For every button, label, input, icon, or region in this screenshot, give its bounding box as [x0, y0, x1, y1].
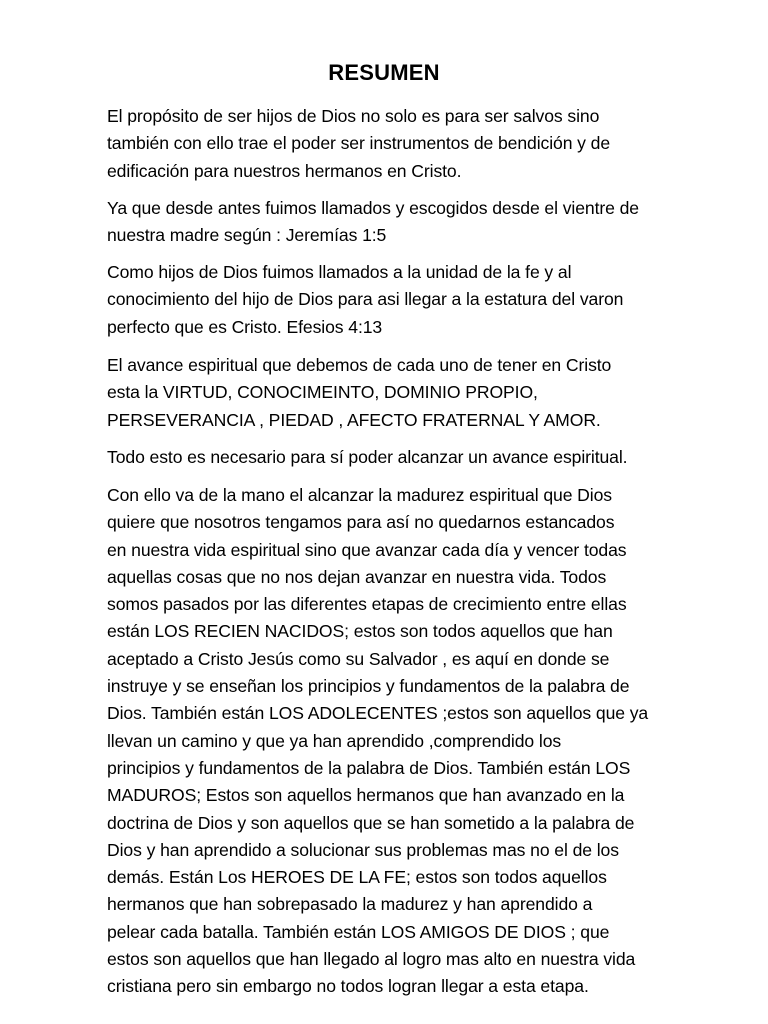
text-line: llevan un camino y que ya han aprendido ,comprendido los	[107, 730, 562, 751]
paragraph-avance-espiritual	[107, 352, 611, 434]
text-line: instruye y se enseñan los principios y fundamentos de la palabra de	[107, 676, 630, 697]
text-line: hermanos que han sobrepasado la madurez y han aprendido a	[107, 894, 593, 915]
text-line: esta la VIRTUD, CONOCIMEINTO, DOMINIO PROPIO,	[107, 382, 538, 403]
text-line: Todo esto es necesario para sí poder alcanzar un avance espiritual.	[107, 447, 628, 467]
text-line: aceptado a Cristo Jesús como su Salvador , es aquí en donde se	[107, 648, 610, 669]
paragraph-unidad-fe	[107, 259, 623, 341]
text-line: cristiana pero sin embargo no todos logran llegar a esta etapa.	[107, 976, 589, 997]
text-line: Dios. También están LOS ADOLECENTES ;estos son aquellos que ya	[107, 703, 649, 724]
text-line: están LOS RECIEN NACIDOS; estos son todos aquellos que han	[107, 621, 613, 642]
text-line: Dios y han aprendido a solucionar sus problemas mas no el de los	[107, 839, 619, 860]
text-line: en nuestra vida espiritual sino que avanzar cada día y vencer todas	[107, 539, 627, 560]
text-line: pelear cada batalla. También están LOS AMIGOS DE DIOS ; que	[107, 921, 610, 942]
text-line: Ya que desde antes fuimos llamados y escogidos desde el vientre de	[107, 198, 639, 218]
paragraph-necesario	[107, 444, 627, 471]
text-line: demás. Están Los HEROES DE LA FE; estos son todos aquellos	[107, 867, 607, 888]
text-line: edificación para nuestros hermanos en Cristo.	[107, 160, 462, 181]
text-line: quiere que nosotros tengamos para así no quedarnos estancados	[107, 512, 615, 533]
page-title: RESUMEN	[328, 60, 440, 85]
text-line: nuestra madre según : Jeremías 1:5	[107, 225, 387, 246]
text-line: estos son aquellos que han llegado al logro mas alto en nuestra vida	[107, 949, 636, 970]
text-line: El propósito de ser hijos de Dios no solo es para ser salvos sino	[107, 106, 600, 126]
text-line: Con ello va de la mano el alcanzar la madurez espiritual que Dios	[107, 485, 612, 505]
text-line: conocimiento del hijo de Dios para asi llegar a la estatura del varon	[107, 289, 624, 310]
text-line: Como hijos de Dios fuimos llamados a la unidad de la fe y al	[107, 262, 572, 282]
text-line: doctrina de Dios y son aquellos que se han sometido a la palabra de	[107, 812, 635, 833]
paragraph-llamados	[107, 195, 639, 250]
text-line: somos pasados por las diferentes etapas de crecimiento entre ellas	[107, 594, 627, 615]
text-line: aquellas cosas que no nos dejan avanzar en nuestra vida. Todos	[107, 566, 607, 587]
text-line: también con ello trae el poder ser instrumentos de bendición y de	[107, 133, 611, 154]
text-line: principios y fundamentos de la palabra de Dios. También están LOS	[107, 757, 631, 778]
text-line: MADUROS; Estos son aquellos hermanos que han avanzado en la	[107, 785, 625, 806]
paragraph-madurez	[107, 482, 648, 1001]
paragraph-proposito	[107, 103, 610, 185]
text-line: perfecto que es Cristo. Efesios 4:13	[107, 316, 383, 337]
text-line: PERSEVERANCIA , PIEDAD , AFECTO FRATERNAL Y AMOR.	[107, 409, 601, 430]
text-line: El avance espiritual que debemos de cada uno de tener en Cristo	[107, 355, 612, 375]
